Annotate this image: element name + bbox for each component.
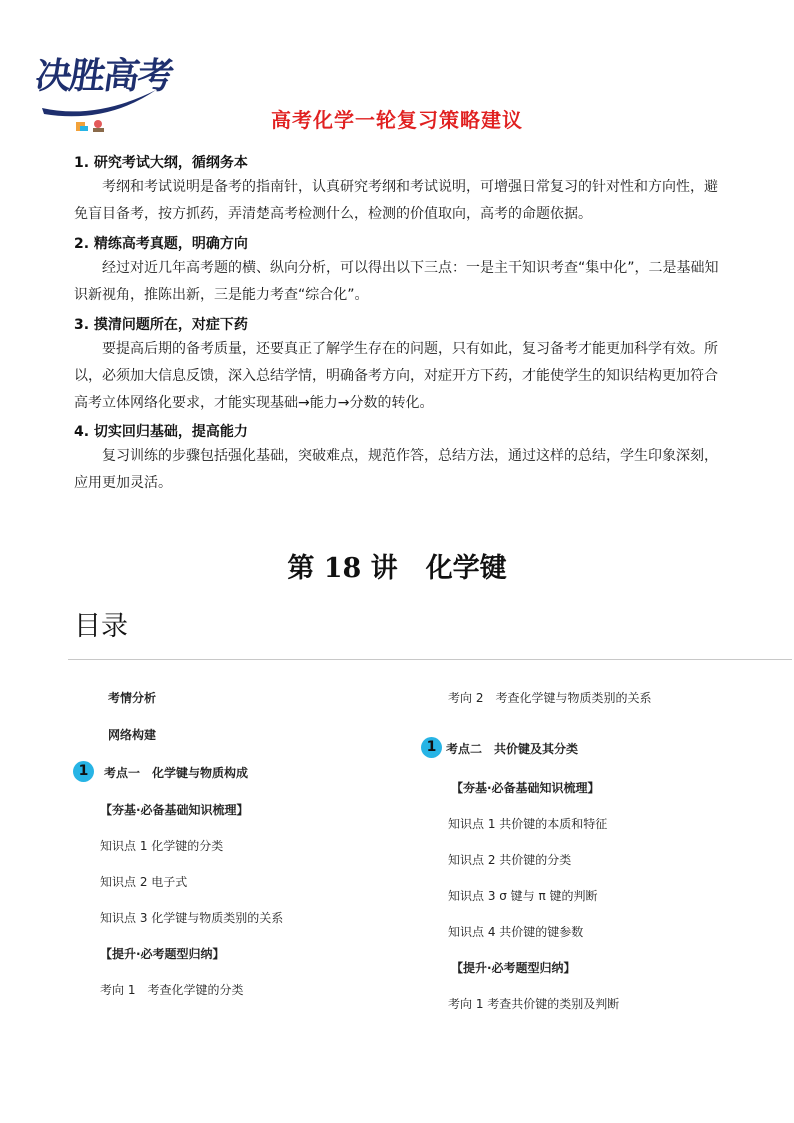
toc-item[interactable]: 网络构建 [108,728,157,742]
section-number-badge: 1 [421,737,442,758]
toc-item[interactable]: 考点二 共价键及其分类 [446,742,579,756]
lecture-topic: 化学键 [425,553,507,584]
toc-item[interactable]: 考向 1 考查化学键的分类 [100,983,244,997]
toc-item[interactable]: 考向 2 考查化学键与物质类别的关系 [448,691,652,705]
toc-item[interactable]: 【提升·必考题型归纳】 [451,961,576,975]
toc-item[interactable]: 考情分析 [108,691,157,705]
strategy-heading-4: 4. 切实回归基础，提高能力 [74,424,248,440]
strategy-body-1: 考纲和考试说明是备考的指南针，认真研究考纲和考试说明，可增强日常复习的针对性和方向性，避免盲目备考，按方抓药，弄清楚高考检测什么，检测的价值取向，高考的命题依据。 [74,179,718,222]
toc-item[interactable]: 知识点 2 共价键的分类 [448,853,572,867]
toc-title: 目录 [74,611,128,642]
toc-divider [68,659,792,660]
toc-item[interactable]: 知识点 2 电子式 [100,875,188,889]
lecture-title [0,546,794,585]
toc-item[interactable]: 考向 1 考查共价键的类别及判断 [448,997,620,1011]
toc-item[interactable]: 知识点 3 σ 键与 π 键的判断 [448,889,598,903]
logo-text: 决胜高考 [32,55,175,97]
strategy-heading-1: 1. 研究考试大纲，循纲务本 [74,155,248,171]
toc-item[interactable]: 知识点 3 化学键与物质类别的关系 [100,911,284,925]
lecture-number: 第 18 讲 [287,553,398,584]
strategy-body-4: 复习训练的步骤包括强化基础，突破难点，规范作答，总结方法，通过这样的总结，学生印象深刻，应用更加灵活。 [74,448,718,491]
toc-item[interactable]: 知识点 1 化学键的分类 [100,839,224,853]
strategy-title: 高考化学一轮复习策略建议 [271,108,523,132]
strategy-body-3: 要提高后期的备考质量，还要真正了解学生存在的问题，只有如此，复习备考才能更加科学有效。所以，必须加大信息反馈，深入总结学情，明确备考方向，对症开方下药，才能使学生的知识结构更加符合高考立体网络化要求，才能实现基础→能力→分数的转化。 [74,341,718,411]
strategy-body-2: 经过对近几年高考题的横、纵向分析，可以得出以下三点：一是主干知识考查“集中化”，二是基础知识新视角，推陈出新，三是能力考查“综合化”。 [74,260,719,303]
strategy-heading-3: 3. 摸清问题所在，对症下药 [74,317,248,333]
strategy-heading-2: 2. 精练高考真题，明确方向 [74,236,248,252]
toc-item[interactable]: 考点一 化学键与物质构成 [104,766,249,780]
toc-item[interactable]: 【夯基·必备基础知识梳理】 [100,803,249,817]
toc-item[interactable]: 知识点 1 共价键的本质和特征 [448,817,608,831]
toc-item[interactable]: 【夯基·必备基础知识梳理】 [451,781,600,795]
toc-item[interactable]: 知识点 4 共价键的键参数 [448,925,584,939]
section-number-badge: 1 [73,761,94,782]
toc-item[interactable]: 【提升·必考题型归纳】 [100,947,225,961]
